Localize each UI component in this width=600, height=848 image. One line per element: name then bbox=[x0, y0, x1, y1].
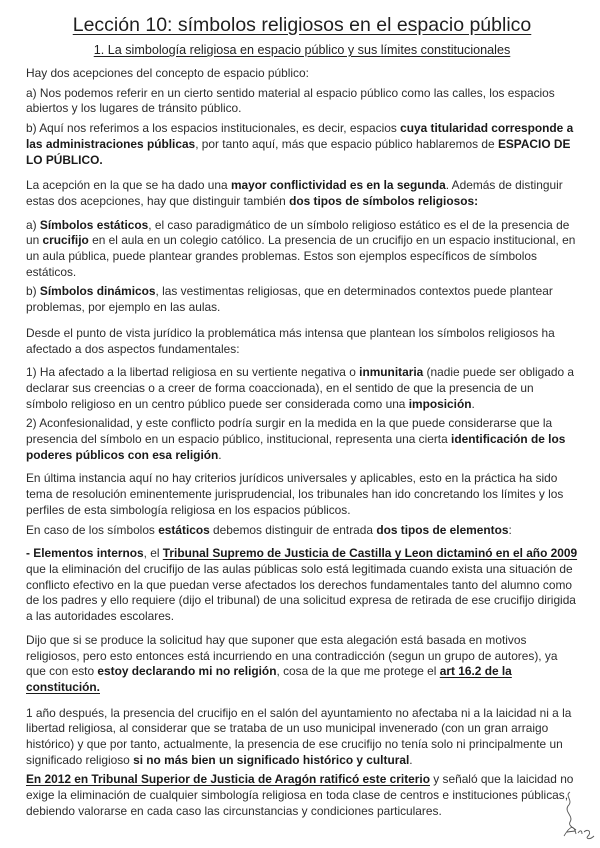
paragraph-simbolos-estaticos: a) Símbolos estáticos, el caso paradigmático de un símbolo religioso estático es el de la presencia de un crucifijo en el aula en un colegio católico. La presencia de un crucifijo en un espacio institucional, en un aula pública, puede plantear grandes problemas. Estos son ejemplos específicos de símbolos estáticos. bbox=[26, 217, 576, 279]
page-title: Lección 10: símbolos religiosos en el espacio público bbox=[72, 14, 532, 36]
bold-text: si no más bien un significado histórico y cultural bbox=[133, 752, 410, 767]
underlined-text: En 2012 en Tribunal Superior de Justicia de Aragón ratificó este criterio bbox=[26, 772, 430, 787]
bold-text: Símbolos estáticos bbox=[39, 217, 149, 232]
paragraph-ultima-instancia: En última instancia aquí no hay criterios jurídicos universales y aplicables, esto en la práctica ha sido tema de resolución eminentemente jurisprudencial, los tribunales han ido concretando los límites y los perfiles de esta simbología religiosa en los espacios públicos. bbox=[26, 471, 564, 517]
document-page bbox=[26, 14, 578, 820]
bold-text: ESPACIO DE LO PÚBLICO. bbox=[26, 136, 571, 167]
section-title: 1. La simbología religiosa en espacio público y sus límites constitucionales bbox=[93, 43, 511, 57]
paragraph-punto-de-vista: Desde el punto de vista jurídico la problemática más intensa que plantean los símbolos religiosos ha afectado a dos aspectos fundamentales: bbox=[26, 325, 555, 356]
bold-text bbox=[163, 546, 577, 560]
bold-text: Símbolos dinámicos bbox=[39, 284, 156, 299]
underlined-text: Tribunal Supremo de Justicia de Castilla y Leon dictaminó en el año 2009 bbox=[162, 546, 578, 561]
bold-text: dos tipos de elementos bbox=[376, 522, 509, 537]
paragraph-acepcion-b: b) Aquí nos referimos a los espacios institucionales, es decir, espacios cuya titularidad corresponde a las administraciones públicas, por tanto aquí, más que espacio público hablaremos de ESPACIO DE LO PÚBLICO. bbox=[26, 121, 574, 167]
paragraph-ayuntamiento: 1 año después, la presencia del crucifijo en el salón del ayuntamiento no afectaba ni a la laicidad ni a la libertad religiosa, al considerar que se trataba de un uso municipal invenerado (con un gran arraigo histórico) y que por tanto, actualmente, la presencia de ese crucifijo no tenía solo ni principalmente un significado religioso si no más bien un significado histórico y cultural. bbox=[26, 705, 572, 767]
paragraph-conflictividad: La acepción en la que se ha dado una mayor conflictividad es en la segunda. Además de distinguir estas dos acepciones, hay que distinguir también dos tipos de símbolos religiosos: bbox=[26, 178, 563, 208]
bold-text: crucifijo bbox=[42, 233, 89, 248]
bold-text: dos tipos de símbolos religiosos: bbox=[289, 193, 479, 208]
bold-text: mayor conflictividad es en la segunda bbox=[230, 178, 446, 193]
paragraph-libertad-religiosa: 1) Ha afectado a la libertad religiosa en su vertiente negativa o inmunitaria (nadie puede ser obligado a declarar sus creencias o a creer de forma coaccionada), en el sentido de que la presencia de un símbolo religioso en un centro público puede ser considerada como una imposición. bbox=[26, 365, 574, 411]
paragraph-acepcion-a: a) Nos podemos referir en un cierto sentido material al espacio público como las calles, los espacios abiertos y los lugares de tránsito público. bbox=[26, 85, 555, 116]
bold-text: estoy declarando mi no religión bbox=[97, 664, 277, 679]
paragraph-acepciones: Hay dos acepciones del concepto de espacio público: bbox=[26, 66, 309, 80]
bold-text: cuya titularidad corresponde a las administraciones públicas bbox=[26, 121, 574, 151]
underlined-text: art 16.2 de la constitución. bbox=[26, 664, 512, 694]
bold-text: identificación de los poderes públicos con esa religión bbox=[26, 432, 566, 462]
paragraph-simbolos-dinamicos: b) Símbolos dinámicos, las vestimentas religiosas, que en determinados contextos puede plantear problemas, por ejemplo en las aulas. bbox=[26, 284, 553, 315]
paragraph-simbolos-estaticos-tipos: En caso de los símbolos estáticos debemos distinguir de entrada dos tipos de elementos: bbox=[26, 522, 512, 537]
paragraph-solicitud: Dijo que si se produce la solicitud hay que suponer que esta alegación está basada en motivos religiosos, pero esto entonces está incurriendo en una contradicción (segun un grupo de autores), ya que con esto estoy declarando mi no religión, cosa de la que me protege el art 16.2 de la constitución. bbox=[26, 632, 558, 694]
paragraph-aragon: En 2012 en Tribunal Superior de Justicia de Aragón ratificó este criterio y señaló que la laicidad no exige la eliminación de cualquier simbología religiosa en toda clase de centros e instituciones públicas, debiendo valorarse en cada caso las circunstancias y condiciones particulares. bbox=[26, 772, 574, 818]
bold-text: imposición bbox=[408, 396, 472, 411]
bold-text: - Elementos internos bbox=[26, 546, 144, 561]
bold-text: estáticos bbox=[158, 522, 210, 537]
bold-text: inmunitaria bbox=[359, 365, 424, 380]
handwritten-signature-icon bbox=[556, 786, 598, 842]
paragraph-elementos-internos: - Elementos internos, el Tribunal Supremo de Justicia de Castilla y Leon dictaminó en el año 2009 que la eliminación del crucifijo de las aulas públicas solo está legitimada cuando exista una situación de conflicto efectivo en la que puedan verse afectados los derechos fundamentales tanto del alumno como de los padres y ello requiere (dijo el tribunal) de una solicitud expresa de retirada de ese crucifijo dirigida a las autoridades escolares. bbox=[26, 546, 578, 624]
paragraph-aconfesionalidad: 2) Aconfesionalidad, y este conflicto podría surgir en la medida en la que puede considerarse que la presencia del símbolo en un espacio público, institucional, representa una cierta identificación de los poderes públicos con esa religión. bbox=[26, 416, 566, 462]
bold-text bbox=[26, 772, 430, 786]
